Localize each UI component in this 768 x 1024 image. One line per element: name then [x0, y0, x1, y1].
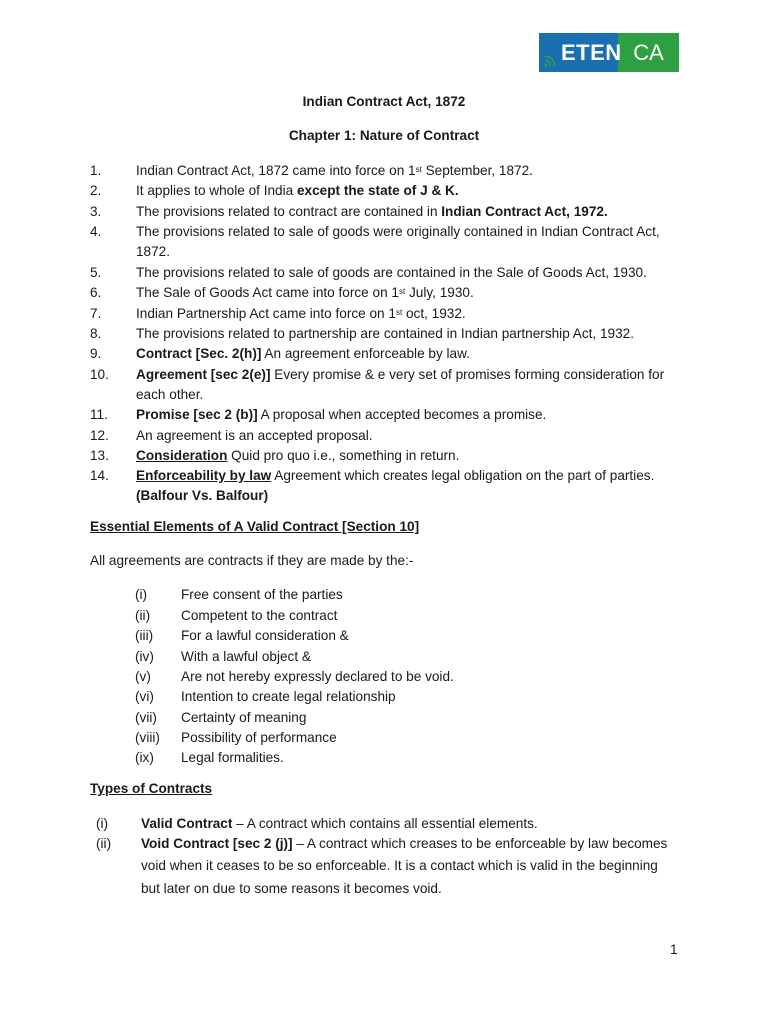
list-item-number: (iv)	[135, 649, 154, 664]
list-item-text	[136, 466, 680, 507]
list-item	[90, 466, 680, 507]
logo-eten-text: ETEN	[561, 39, 622, 65]
text-run: The provisions related to sale of goods were originally contained in Indian Contract Act, 1872.	[136, 224, 660, 260]
emphasis-run: Indian Contract Act, 1972.	[441, 204, 608, 219]
list-item-text: Legal formalities.	[181, 750, 284, 765]
list-item	[90, 365, 680, 406]
list-item-number: 6.	[90, 285, 102, 300]
list-item-text	[136, 283, 680, 303]
list-item-text	[136, 181, 680, 201]
list-item	[90, 344, 680, 364]
list-item	[96, 833, 676, 900]
chapter-title: Chapter 1: Nature of Contract	[288, 128, 480, 143]
list-item-text: Possibility of performance	[181, 730, 337, 745]
list-item-number: (vii)	[135, 710, 157, 725]
list-item-number: (i)	[135, 587, 148, 602]
logo-ca-block	[618, 33, 679, 72]
list-item-text	[136, 324, 680, 344]
list-item	[90, 324, 680, 344]
list-item-text: Competent to the contract	[181, 608, 338, 623]
list-item	[90, 426, 680, 446]
essential-elements-heading: Essential Elements of A Valid Contract [Section 10]	[90, 519, 420, 534]
list-item	[90, 304, 680, 324]
list-item-text: Are not hereby expressly declared to be void.	[181, 669, 454, 684]
list-item-number: 7.	[90, 306, 102, 321]
list-item	[90, 405, 680, 425]
list-item	[90, 161, 680, 181]
list-item-text	[136, 405, 680, 425]
text-run: July, 1930.	[405, 285, 474, 300]
text-run: Every promise & e very set of promises forming consideration for each other.	[136, 367, 665, 403]
list-item-number: (viii)	[135, 730, 160, 745]
emphasis-run: Valid Contract	[141, 816, 233, 831]
list-item-number: 4.	[90, 224, 102, 239]
text-run: The provisions related to partnership are contained in Indian partnership Act, 1932.	[136, 326, 634, 341]
list-item-number: (vi)	[135, 689, 154, 704]
ordinal-suffix: st	[415, 165, 422, 174]
list-item-number: 12.	[90, 428, 109, 443]
list-item-text	[136, 365, 680, 406]
emphasis-run: Promise [sec 2 (b)]	[136, 407, 258, 422]
text-run: The Sale of Goods Act came into force on 1	[136, 285, 399, 300]
emphasis-run: Void Contract [sec 2 (j)]	[141, 836, 293, 851]
list-item-text: Free consent of the parties	[181, 587, 343, 602]
list-item-number: 9.	[90, 346, 102, 361]
list-item-number: 8.	[90, 326, 102, 341]
list-item-text	[136, 446, 680, 466]
document-title: Indian Contract Act, 1872	[302, 94, 466, 109]
list-item-text: With a lawful object &	[181, 649, 311, 664]
emphasis-run: Contract [Sec. 2(h)]	[136, 346, 262, 361]
emphasis-run: (Balfour Vs. Balfour)	[136, 488, 269, 504]
logo-eten-block	[539, 33, 622, 72]
list-item-text	[141, 833, 676, 900]
list-item-text: Certainty of meaning	[181, 710, 307, 725]
list-item-number: 3.	[90, 204, 102, 219]
text-run: oct, 1932.	[402, 306, 466, 321]
list-item	[90, 446, 680, 466]
list-item	[90, 181, 680, 201]
list-item-text	[136, 304, 680, 324]
list-item-number: (v)	[135, 669, 151, 684]
list-item-number: 1.	[90, 163, 102, 178]
list-item-number: 11.	[90, 407, 108, 422]
text-run: The provisions related to contract are contained in	[136, 204, 442, 219]
page-number: 1	[670, 942, 678, 957]
list-item-text	[136, 344, 680, 364]
text-run: Quid pro quo i.e., something in return.	[227, 448, 460, 463]
list-item	[90, 202, 680, 222]
eten-ca-logo	[539, 33, 679, 72]
list-item-text: For a lawful consideration &	[181, 628, 349, 643]
list-item	[90, 263, 680, 283]
text-run: It applies to whole of India	[136, 183, 297, 198]
list-item-number: 5.	[90, 265, 102, 280]
signal-icon	[543, 54, 557, 68]
list-item	[90, 283, 680, 303]
list-item-number: (ii)	[96, 836, 112, 851]
list-item-number: 10.	[90, 367, 109, 382]
list-item	[90, 222, 680, 263]
emphasis-run: Consideration	[136, 448, 228, 463]
text-run: – A contract which contains all essential elements.	[232, 816, 538, 831]
text-run: Indian Contract Act, 1872 came into force on 1	[136, 163, 416, 178]
list-item-text	[136, 263, 680, 283]
list-item-number: 2.	[90, 183, 102, 198]
list-item-text: Intention to create legal relationship	[181, 689, 396, 704]
emphasis-run: except the state of J & K.	[296, 183, 459, 198]
logo-ca-text: CA	[633, 39, 664, 65]
text-run: – A contract which creases to be enforceable by law becomes void when it ceases to be so enforceable. It is a contact which is valid in the beginning but later on due to some reasons it becomes void.	[141, 836, 668, 896]
text-run: Indian Partnership Act came into force on 1	[136, 306, 396, 321]
list-item-number: (i)	[96, 816, 109, 831]
list-item-number: (ii)	[135, 608, 151, 623]
list-item-text	[136, 222, 680, 263]
text-run: September, 1872.	[421, 163, 533, 178]
list-item-text	[136, 161, 680, 181]
emphasis-run: Enforceability by law	[136, 468, 272, 483]
ordinal-suffix: st	[395, 308, 403, 317]
types-of-contracts-heading: Types of Contracts	[90, 781, 213, 796]
emphasis-run: Agreement [sec 2(e)]	[136, 367, 271, 382]
text-run: The provisions related to sale of goods are contained in the Sale of Goods Act, 1930.	[136, 265, 647, 280]
text-run: An agreement is an accepted proposal.	[136, 428, 373, 443]
list-item-number: 14.	[90, 468, 109, 483]
list-item-text	[136, 202, 680, 222]
list-item-number: (ix)	[135, 750, 154, 765]
text-run: A proposal when accepted becomes a promise.	[257, 407, 547, 422]
list-item-text	[136, 426, 680, 446]
list-item-number: (iii)	[135, 628, 154, 643]
list-item-number: 13.	[90, 448, 109, 463]
essential-elements-intro: All agreements are contracts if they are made by the:-	[90, 553, 414, 568]
text-run: An agreement enforceable by law.	[261, 346, 470, 361]
ordinal-suffix: st	[398, 287, 406, 296]
text-run: Agreement which creates legal obligation on the part of parties.	[271, 468, 655, 483]
